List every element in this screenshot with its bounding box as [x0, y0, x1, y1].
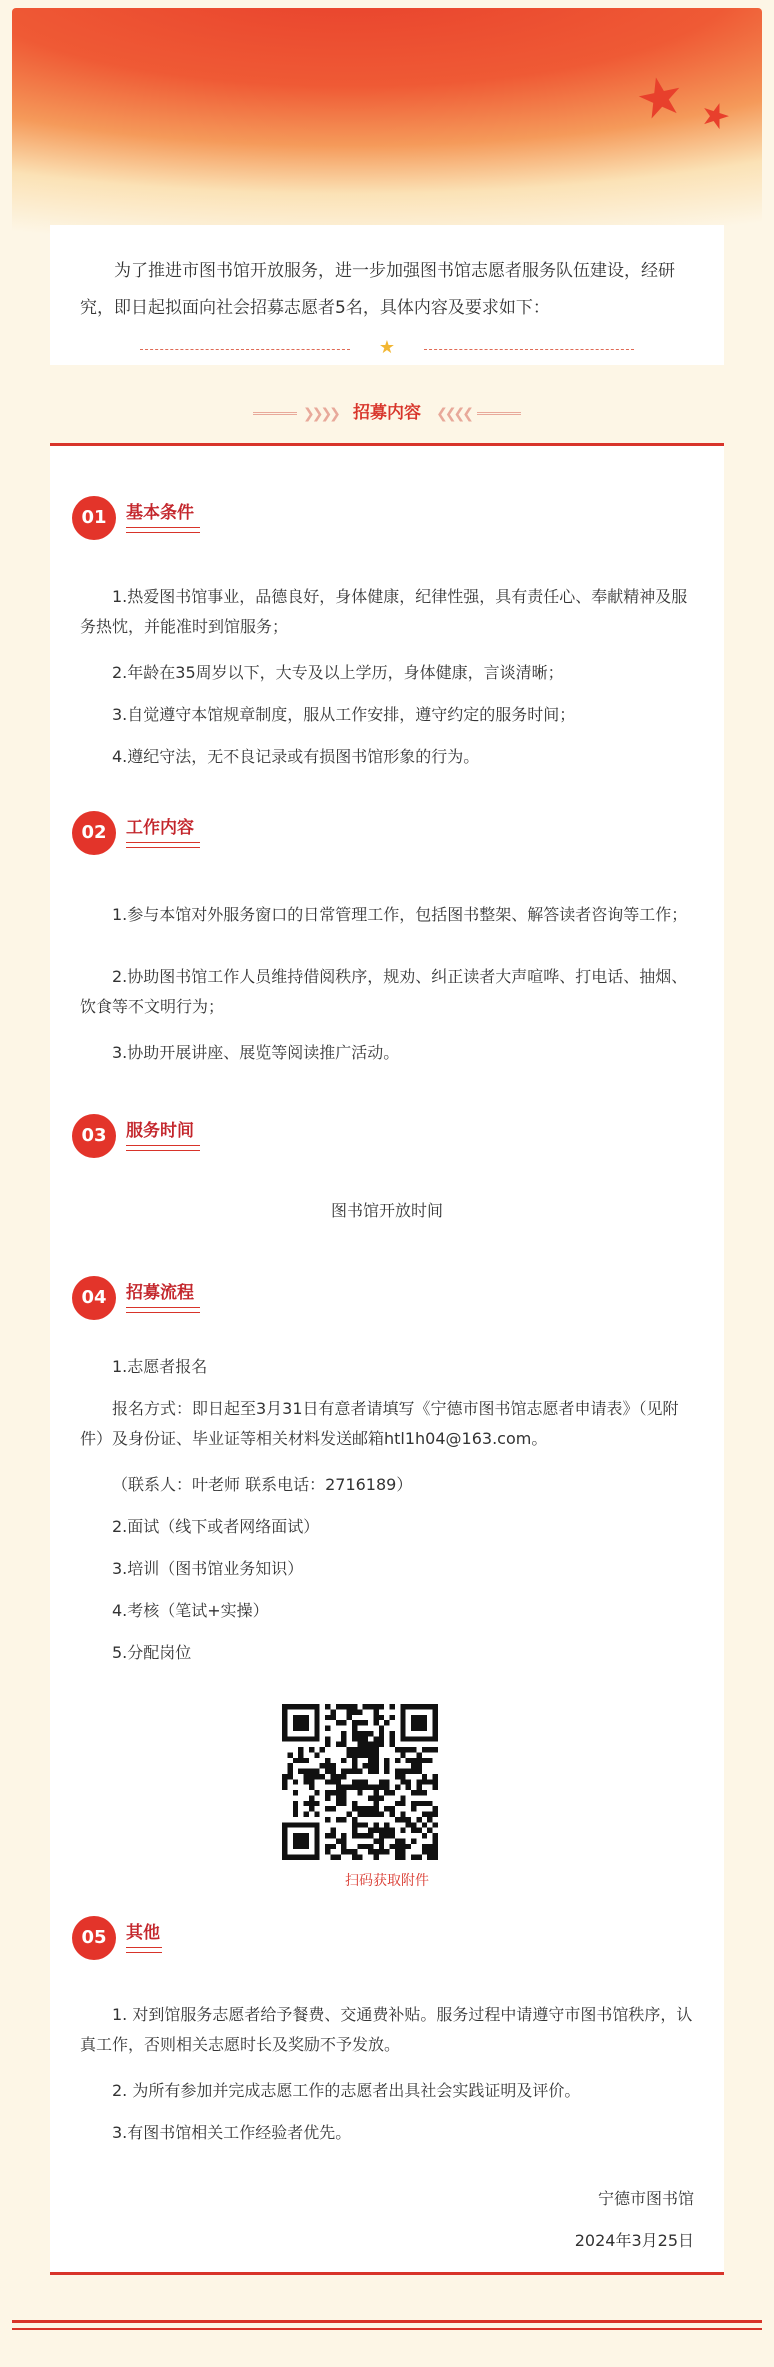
section-heading: 服务时间	[126, 1121, 194, 1141]
section-heading: 其他	[126, 1923, 160, 1943]
section-number-badge: 01	[72, 496, 116, 540]
section-number-badge: 04	[72, 1276, 116, 1320]
star-icon: ★	[378, 337, 396, 358]
qr-caption: 扫码获取附件	[345, 1873, 429, 1889]
section-heading: 招募流程	[126, 1283, 194, 1303]
paragraph: 3.培训（图书馆业务知识）	[112, 1559, 304, 1578]
section-number-badge: 05	[72, 1916, 116, 1960]
section-title	[0, 398, 774, 424]
paragraph: 5.分配岗位	[112, 1643, 192, 1662]
section-header-basic	[72, 496, 372, 542]
paragraph: 报名方式：即日起至3月31日有意者请填写《宁德市图书馆志愿者申请表》（见附件）及身份证、毕业证等相关材料发送邮箱htl1h04@163.com。	[80, 1399, 679, 1448]
intro-divider	[140, 337, 634, 358]
paragraph: 1.志愿者报名	[112, 1357, 208, 1376]
star-icon: ★	[629, 61, 691, 134]
section-title-text: 招募内容	[353, 403, 421, 423]
paragraph: 2.年龄在35周岁以下，大专及以上学历，身体健康，言谈清晰；	[112, 663, 564, 682]
section-header-time	[72, 1114, 372, 1160]
section-heading: 基本条件	[126, 503, 194, 523]
footer-divider	[12, 2320, 762, 2332]
paragraph: 4.遵纪守法，无不良记录或有损图书馆形象的行为。	[112, 747, 480, 766]
section-header-process	[72, 1276, 372, 1322]
signature-org: 宁德市图书馆	[597, 2189, 694, 2208]
intro-box	[50, 225, 724, 365]
chevron-right-icon: ❯❯❯❯	[302, 406, 338, 422]
chevron-left-icon: ❮❮❮❮	[436, 406, 472, 422]
section-header-other	[72, 1916, 372, 1962]
paragraph: 1. 对到馆服务志愿者给予餐费、交通费补贴。服务过程中请遵守市图书馆秩序，认真工作，否则相关志愿时长及奖励不予发放。	[80, 2005, 693, 2054]
star-icon: ★	[694, 92, 736, 140]
signature-date: 2024年3月25日	[574, 2231, 694, 2250]
paragraph: 4.考核（笔试+实操）	[112, 1601, 269, 1620]
paragraph: 图书馆开放时间	[330, 1201, 443, 1220]
paragraph: 2.协助图书馆工作人员维持借阅秩序，规劝、纠正读者大声喧哗、打电话、抽烟、饮食等不文明行为；	[80, 967, 688, 1016]
paragraph: 2.面试（线下或者网络面试）	[112, 1517, 320, 1536]
intro-text: 为了推进市图书馆开放服务，进一步加强图书馆志愿者服务队伍建设，经研究，即日起拟面向社会招募志愿者5名，具体内容及要求如下：	[80, 261, 675, 318]
paragraph: 2. 为所有参加并完成志愿工作的志愿者出具社会实践证明及评价。	[112, 2081, 581, 2100]
section-header-work	[72, 811, 372, 857]
content-card	[50, 443, 724, 2275]
paragraph: 1.热爱图书馆事业，品德良好，身体健康，纪律性强，具有责任心、奉献精神及服务热忱，并能准时到馆服务；	[80, 587, 688, 636]
section-number-badge: 02	[72, 811, 116, 855]
section-heading: 工作内容	[126, 818, 194, 838]
paragraph: 3.协助开展讲座、展览等阅读推广活动。	[112, 1043, 400, 1062]
paragraph: （联系人：叶老师 联系电话：2716189）	[112, 1475, 413, 1494]
paragraph: 1.参与本馆对外服务窗口的日常管理工作，包括图书整架、解答读者咨询等工作；	[112, 905, 688, 924]
section-number-badge: 03	[72, 1114, 116, 1158]
paragraph: 3.有图书馆相关工作经验者优先。	[112, 2123, 352, 2142]
qr-code[interactable]	[282, 1704, 438, 1860]
paragraph: 3.自觉遵守本馆规章制度，服从工作安排，遵守约定的服务时间；	[112, 705, 576, 724]
